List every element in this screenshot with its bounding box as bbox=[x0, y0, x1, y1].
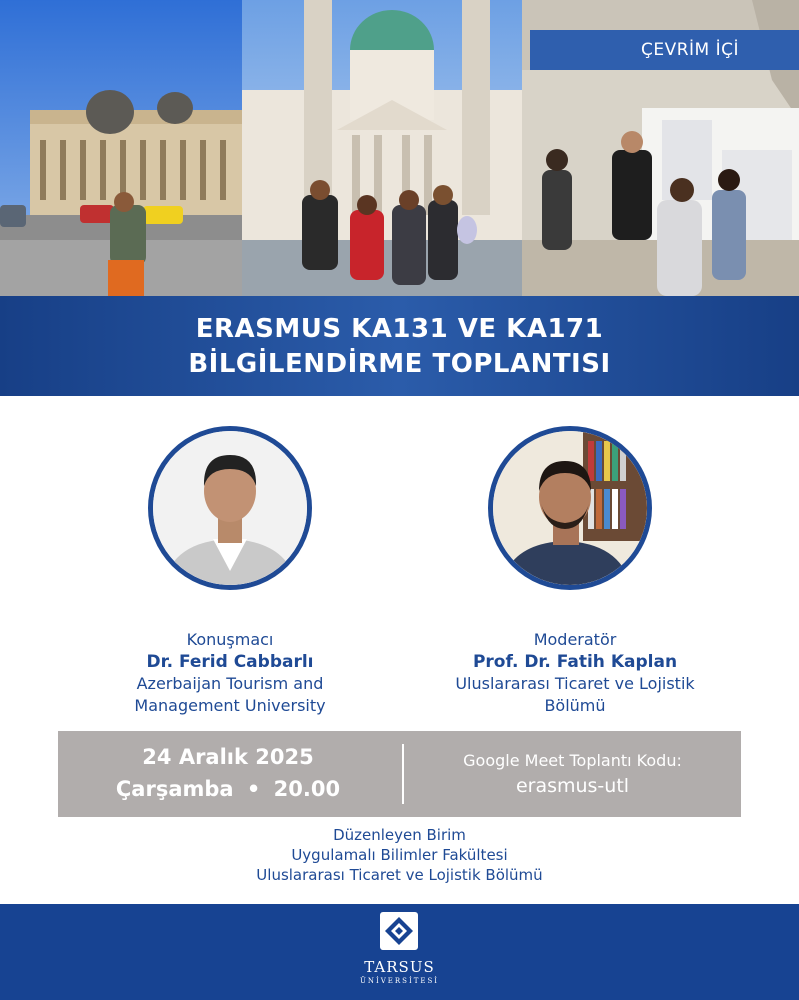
title-banner bbox=[0, 296, 799, 396]
photo-collage bbox=[0, 0, 799, 296]
speaker-role: Konuşmacı bbox=[186, 630, 274, 649]
photo-city-square bbox=[0, 0, 242, 296]
organizer-label: Düzenleyen Birim bbox=[333, 826, 466, 844]
title-line-1: ERASMUS KA131 VE KA171 bbox=[195, 314, 604, 344]
event-day: Çarşamba bbox=[115, 777, 234, 801]
speaker-org-line-1: Azerbaijan Tourism and bbox=[136, 674, 324, 693]
moderator-name: Prof. Dr. Fatih Kaplan bbox=[472, 652, 678, 672]
meet-label: Google Meet Toplantı Kodu: bbox=[463, 751, 682, 770]
speaker-name: Dr. Ferid Cabbarlı bbox=[146, 652, 314, 672]
meet-code[interactable]: erasmus-utl bbox=[515, 775, 630, 797]
event-separator: • bbox=[246, 777, 261, 801]
university-logo-icon bbox=[380, 912, 418, 950]
speaker-info bbox=[90, 629, 370, 717]
organizer-department: Uluslararası Ticaret ve Lojistik Bölümü bbox=[256, 866, 543, 884]
speaker-avatar bbox=[148, 426, 312, 590]
moderator-org-line-2: Bölümü bbox=[544, 696, 606, 715]
speaker-org-line-2: Management University bbox=[134, 696, 326, 715]
online-badge: ÇEVRİM İÇİ bbox=[530, 30, 799, 70]
organizer-block bbox=[0, 825, 799, 885]
event-time: 20.00 bbox=[273, 777, 341, 801]
university-subtitle: ÜNİVERSİTESİ bbox=[359, 977, 440, 985]
moderator-role: Moderatör bbox=[533, 630, 617, 649]
photo-church-group bbox=[242, 0, 522, 296]
event-info-box bbox=[58, 731, 741, 817]
moderator-org-line-1: Uluslararası Ticaret ve Lojistik bbox=[455, 674, 695, 693]
title-line-2: BİLGİLENDİRME TOPLANTISI bbox=[188, 349, 611, 379]
organizer-faculty: Uygulamalı Bilimler Fakültesi bbox=[291, 846, 508, 864]
university-name: TARSUS bbox=[364, 958, 435, 976]
moderator-info bbox=[425, 629, 725, 717]
moderator-avatar bbox=[488, 426, 652, 590]
event-date: 24 Aralık 2025 bbox=[142, 745, 314, 769]
event-day-time bbox=[58, 777, 398, 801]
